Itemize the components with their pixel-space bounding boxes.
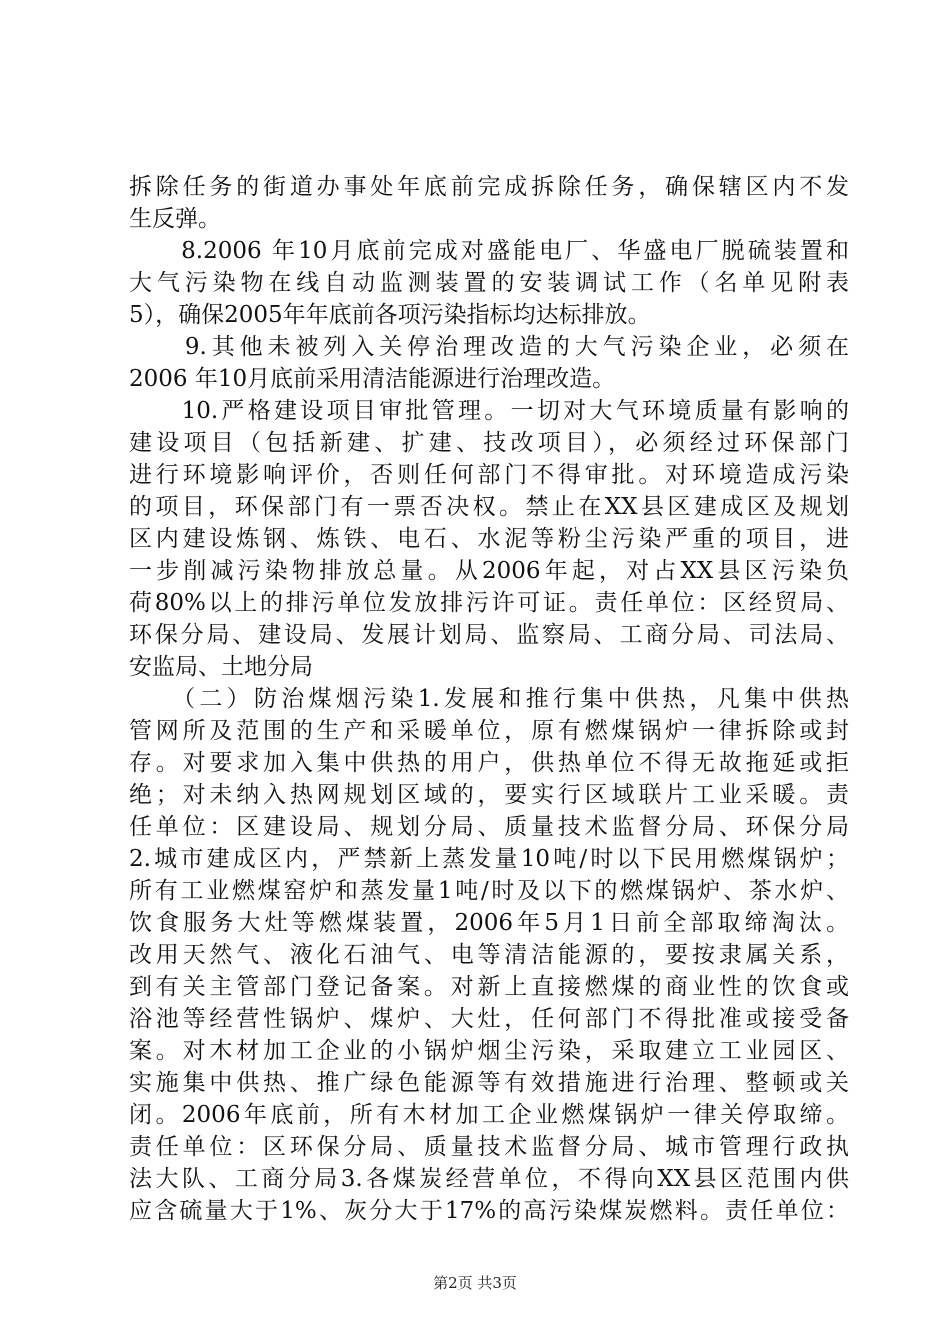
text-line: 大气污染物在线自动监测装置的安装调试工作（名单见附表	[129, 270, 849, 296]
text-line: 10.严格建设项目审批管理。一切对大气环境质量有影响的	[129, 398, 849, 424]
text-line: 到有关主管部门登记备案。对新上直接燃煤的商业性的饮食或	[129, 974, 849, 1000]
text-line: 应含硫量大于1%、灰分大于17%的高污染煤炭燃料。责任单位：	[129, 1198, 849, 1224]
text-line: 2.城市建成区内，严禁新上蒸发量10吨/时以下民用燃煤锅炉；	[129, 846, 849, 872]
text-line: 区内建设炼钢、炼铁、电石、水泥等粉尘污染严重的项目，进	[129, 526, 849, 552]
text-line: 所有工业燃煤窑炉和蒸发量1吨/时及以下的燃煤锅炉、茶水炉、	[129, 878, 849, 904]
text-line: 责任单位：区环保分局、质量技术监督分局、城市管理行政执	[129, 1134, 849, 1160]
document-body	[129, 171, 849, 1227]
text-line: 任单位：区建设局、规划分局、质量技术监督分局、环保分局	[129, 814, 849, 840]
text-line: 5），确保2005年年底前各项污染指标均达标排放。	[129, 302, 651, 328]
text-line: 拆除任务的街道办事处年底前完成拆除任务，确保辖区内不发	[129, 174, 849, 200]
page-footer: 第2页 共3页	[433, 1274, 517, 1292]
text-line: 法大队、工商分局3.各煤炭经营单位，不得向XX县区范围内供	[129, 1166, 849, 1192]
text-line: 环保分局、建设局、发展计划局、监察局、工商分局、司法局、	[129, 622, 849, 648]
text-line: 进行环境影响评价，否则任何部门不得审批。对环境造成污染	[129, 462, 849, 488]
text-line: 8.2006 年10月底前完成对盛能电厂、华盛电厂脱硫装置和	[129, 238, 849, 264]
text-line: 案。对木材加工企业的小锅炉烟尘污染，采取建立工业园区、	[129, 1038, 849, 1064]
text-line: 改用天然气、液化石油气、电等清洁能源的，要按隶属关系，	[129, 942, 849, 968]
text-line: 建设项目（包括新建、扩建、技改项目），必须经过环保部门	[129, 430, 849, 456]
text-line: （二）防治煤烟污染1.发展和推行集中供热，凡集中供热	[129, 686, 849, 712]
text-line: 绝；对未纳入热网规划区域的，要实行区域联片工业采暖。责	[129, 782, 849, 808]
text-line: 饮食服务大灶等燃煤装置，2006年5月1日前全部取缔淘汰。	[129, 910, 849, 936]
text-line: 2006 年10月底前采用清洁能源进行治理改造。	[129, 366, 616, 392]
text-line: 浴池等经营性锅炉、煤炉、大灶，任何部门不得批准或接受备	[129, 1006, 849, 1032]
text-line: 实施集中供热、推广绿色能源等有效措施进行治理、整顿或关	[129, 1070, 849, 1096]
text-line: 一步削减污染物排放总量。从2006年起，对占XX县区污染负	[129, 558, 849, 584]
text-line: 安监局、土地分局	[129, 654, 313, 680]
text-line: 生反弹。	[129, 206, 221, 232]
text-line: 闭。2006年底前，所有木材加工企业燃煤锅炉一律关停取缔。	[129, 1102, 849, 1128]
text-line: 存。对要求加入集中供热的用户，供热单位不得无故拖延或拒	[129, 750, 849, 776]
text-line: 的项目，环保部门有一票否决权。禁止在XX县区建成区及规划	[129, 494, 849, 520]
text-line: 管网所及范围的生产和采暖单位，原有燃煤锅炉一律拆除或封	[129, 718, 849, 744]
text-line: 9.其他未被列入关停治理改造的大气污染企业，必须在	[129, 334, 849, 360]
text-line: 荷80%以上的排污单位发放排污许可证。责任单位：区经贸局、	[129, 590, 849, 616]
